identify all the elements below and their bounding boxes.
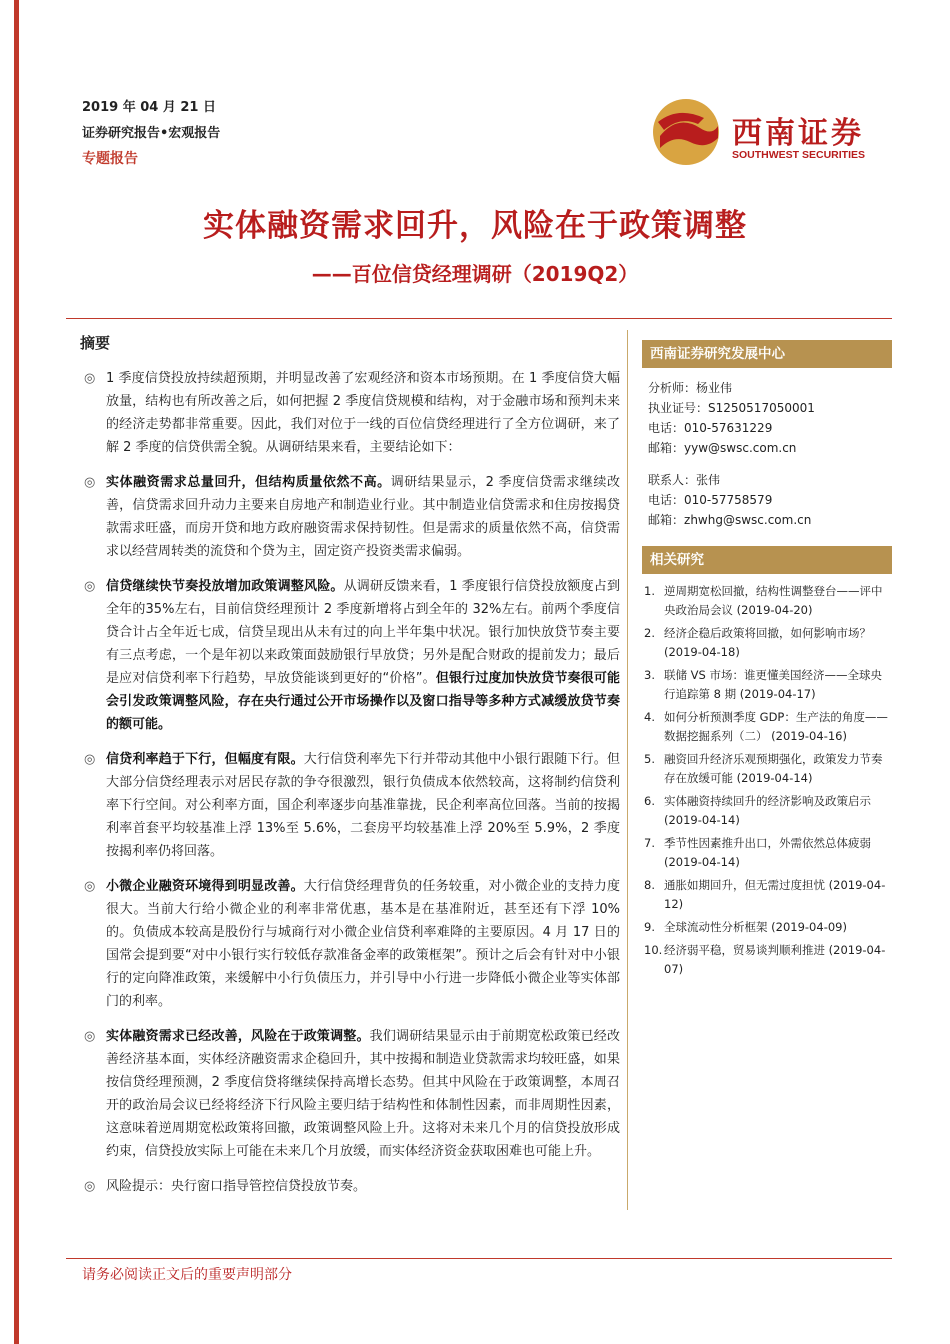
page-title: 实体融资需求回升，风险在于政策调整 xyxy=(203,208,747,244)
analyst-row xyxy=(648,378,892,398)
bullet-icon: ◎ xyxy=(84,371,96,386)
related-item-number: 3. xyxy=(644,668,655,682)
report-date: 2019 年 04 月 21 日 xyxy=(82,100,216,115)
paragraph-text: 我们调研结果显示由于前期宽松政策已经改善经济基本面，实体经济融资需求企稳回升，其中按揭和制造业贷款需求均较旺盛，如果按信贷经理预测，2 季度信贷将继续保持高增长态势。但其中风险在于政策调整，本周召开的政治局会议已经将经济下行风险主要归结于结构性和体制性因素，而非周期性因素，这意味着逆周期宽松政策将回撤，政策调整风险上升。这将对未来几个月的信贷投放形成约束，信贷投放实际上可能在未来几个月放缓，而实体经济资金获取困难也可能上升。 xyxy=(106,1029,620,1159)
logo-chinese-name: 西南证券 xyxy=(732,116,864,151)
related-item-date: (2019-04-12) xyxy=(664,878,886,911)
related-research-item[interactable] xyxy=(644,666,892,704)
related-item-title: 实体融资持续回升的经济影响及政策启示 xyxy=(664,794,871,808)
contact-email-row xyxy=(648,510,892,530)
abstract-section xyxy=(80,332,620,1210)
related-research-item[interactable] xyxy=(644,834,892,872)
related-research-item[interactable] xyxy=(644,624,892,662)
paragraph-lead: 信贷继续快节奏投放增加政策调整风险。 xyxy=(106,579,344,594)
related-item-title: 如何分析预测季度 GDP：生产法的角度——数据挖掘系列（二） xyxy=(664,710,888,743)
contact-info xyxy=(642,378,892,530)
related-research-item[interactable] xyxy=(644,582,892,620)
contact-phone-label: 电话： xyxy=(648,493,685,507)
related-item-title: 融资回升经济乐观预期强化，政策发力节奏存在放缓可能 xyxy=(664,752,883,785)
related-research-item[interactable] xyxy=(644,750,892,788)
related-item-number: 5. xyxy=(644,752,655,766)
phone-row xyxy=(648,418,892,438)
report-type: 证券研究报告•宏观报告 xyxy=(82,126,221,141)
bullet-icon: ◎ xyxy=(84,752,96,767)
related-item-number: 9. xyxy=(644,920,655,934)
phone-number: 010-57631229 xyxy=(684,421,773,435)
abstract-paragraph xyxy=(80,575,620,736)
related-item-number: 4. xyxy=(644,710,655,724)
page-subtitle: ——百位信贷经理调研（2019Q2） xyxy=(311,262,639,286)
abstract-paragraph xyxy=(80,367,620,459)
related-item-title: 通胀如期回升，但无需过度担忧 xyxy=(664,878,825,892)
related-research-list xyxy=(642,582,892,979)
related-item-date: (2019-04-09) xyxy=(771,920,847,934)
contact-label: 联系人： xyxy=(648,473,697,487)
related-item-title: 全球流动性分析框架 xyxy=(664,920,768,934)
contact-phone-number: 010-57758579 xyxy=(684,493,773,507)
paragraph-text: 从调研反馈来看，1 季度银行信贷投放额度占到全年的35%左右，目前信贷经理预计 2 季度新增将占到全年的 32%左右。前两个季度信贷合计占全年近七成，信贷呈现出从未有过的向上半年集中状况。银行加快放贷节奏主要有三点考虑，一个是年初以来政策面鼓励银行早放贷；另外是配合财政的提前发力；最后是应对信贷利率下行趋势，早放贷能谈到更好的“价格”。 xyxy=(106,579,620,686)
paragraph-lead: 实体融资需求总量回升，但结构质量依然不高。 xyxy=(106,475,391,490)
related-item-number: 8. xyxy=(644,878,655,892)
bullet-icon: ◎ xyxy=(84,879,96,894)
license-number: S1250517050001 xyxy=(708,401,815,415)
related-item-title: 经济企稳后政策将回撤，如何影响市场？ xyxy=(664,626,871,640)
column-divider xyxy=(627,330,628,1210)
paragraph-lead: 实体融资需求已经改善，风险在于政策调整。 xyxy=(106,1029,370,1044)
paragraph-text: 风险提示：央行窗口指导管控信贷投放节奏。 xyxy=(106,1179,367,1194)
logo-english-name: SOUTHWEST SECURITIES xyxy=(732,149,866,161)
paragraph-text: 大行信贷利率先下行并带动其他中小银行跟随下行。但大部分信贷经理表示对居民存款的争夺很激烈，银行负债成本依然较高，这将制约信贷利率下行空间。对公利率方面，国企利率逐步向基准靠拢，民企利率高位回落。当前的按揭利率首套平均较基准上浮 13%至 5.6%，二套房平均较基准上浮 20%至 5.9%，2 季度按揭利率仍将回落。 xyxy=(106,752,620,859)
contact-name: 张伟 xyxy=(696,473,721,487)
abstract-paragraph xyxy=(80,875,620,1013)
related-item-number: 2. xyxy=(644,626,655,640)
related-item-title: 经济弱平稳，贸易谈判顺利推进 xyxy=(664,943,825,957)
footer-divider xyxy=(66,1258,892,1259)
contact-phone-row xyxy=(648,490,892,510)
research-center-heading: 西南证券研究发展中心 xyxy=(642,340,892,368)
related-item-number: 7. xyxy=(644,836,655,850)
bullet-icon: ◎ xyxy=(84,1179,96,1194)
related-item-date: (2019-04-07) xyxy=(664,943,886,976)
header-divider xyxy=(66,318,892,319)
paragraph-text: 大行信贷经理背负的任务较重，对小微企业的支持力度很大。当前大行给小微企业的利率非常优惠，基本是在基准附近，甚至还有下浮 10%的。负债成本较高是股份行与城商行对小微企业信贷利率难降的主要原因。4 月 17 日的国常会提到要“对中小银行实行较低存款准备金率的政策框架”。预计之后会有针对中小银行的定向降准政策，来缓解中小行负债压力，并引导中小行进一步降低小微企业等实体部门的利率。 xyxy=(106,879,620,1009)
bullet-icon: ◎ xyxy=(84,475,96,490)
related-item-title: 季节性因素推升出口，外需依然总体疲弱 xyxy=(664,836,871,850)
related-research-heading: 相关研究 xyxy=(642,546,892,574)
related-item-date: (2019-04-20) xyxy=(736,603,813,617)
paragraph-text: 调研结果显示，2 季度信贷需求继续改善，信贷需求回升动力主要来自房地产和制造业行业。其中制造业信贷需求和住房按揭贷款需求旺盛，而房开贷和地方政府融资需求保持韧性。但是需求的质量依然不高，信贷需求以经营周转类的流贷和个贷为主，固定资产投资类需求偏弱。 xyxy=(106,475,620,559)
abstract-heading: 摘要 xyxy=(80,334,111,352)
paragraph-lead: 小微企业融资环境得到明显改善。 xyxy=(106,879,304,894)
related-item-number: 1. xyxy=(644,584,655,598)
related-item-number: 10. xyxy=(644,943,663,957)
related-item-date: (2019-04-14) xyxy=(664,855,740,869)
bullet-icon: ◎ xyxy=(84,1029,96,1044)
footer-notice: 请务必阅读正文后的重要声明部分 xyxy=(82,1267,292,1283)
abstract-paragraph xyxy=(80,471,620,563)
paragraph-lead: 信贷利率趋于下行，但幅度有限。 xyxy=(106,752,304,767)
related-item-date: (2019-04-17) xyxy=(739,687,816,701)
report-topic: 专题报告 xyxy=(82,151,138,167)
related-item-date: (2019-04-16) xyxy=(771,729,847,743)
license-label: 执业证号： xyxy=(648,401,709,415)
license-row xyxy=(648,398,892,418)
related-item-title: 逆周期宽松回撤，结构性调整登台——评中央政治局会议 xyxy=(664,584,883,617)
paragraph-text: 1 季度信贷投放持续超预期，并明显改善了宏观经济和资本市场预期。在 1 季度信贷大幅放量，结构也有所改善之后，如何把握 2 季度信贷规模和结构，对于金融市场和预判未来的经济走势都非常重要。因此，我们对位于一线的百位信贷经理进行了全方位调研，来了解 2 季度的信贷供需全貌。从调研结果来看，主要结论如下： xyxy=(106,371,620,455)
abstract-paragraph xyxy=(80,1025,620,1163)
related-research-item[interactable] xyxy=(644,708,892,746)
analyst-name: 杨业伟 xyxy=(696,381,733,395)
related-research-item[interactable] xyxy=(644,941,892,979)
analyst-label: 分析师： xyxy=(648,381,697,395)
related-item-number: 6. xyxy=(644,794,655,808)
contact-email-address[interactable]: zhwhg@swsc.com.cn xyxy=(684,513,812,527)
sidebar xyxy=(642,340,892,983)
contact-email-label: 邮箱： xyxy=(648,513,685,527)
abstract-paragraph xyxy=(80,1175,620,1198)
related-item-date: (2019-04-14) xyxy=(736,771,813,785)
paragraph-emphasis: 但银行过度加快放贷节奏很可能会引发政策调整风险，存在央行通过公开市场操作以及窗口指导等多种方式减缓放贷节奏的额可能。 xyxy=(106,671,620,732)
contact-row xyxy=(648,470,892,490)
related-research-item[interactable] xyxy=(644,918,892,937)
related-research-item[interactable] xyxy=(644,876,892,914)
email-address[interactable]: yyw@swsc.com.cn xyxy=(684,441,797,455)
related-item-title: 联储 VS 市场：谁更懂美国经济——全球央行追踪第 8 期 xyxy=(664,668,882,701)
bullet-icon: ◎ xyxy=(84,579,96,594)
email-label: 邮箱： xyxy=(648,441,685,455)
related-item-date: (2019-04-14) xyxy=(664,813,740,827)
email-row xyxy=(648,438,892,458)
related-research-item[interactable] xyxy=(644,792,892,830)
abstract-paragraph xyxy=(80,748,620,863)
phone-label: 电话： xyxy=(648,421,685,435)
related-item-date: (2019-04-18) xyxy=(664,645,740,659)
